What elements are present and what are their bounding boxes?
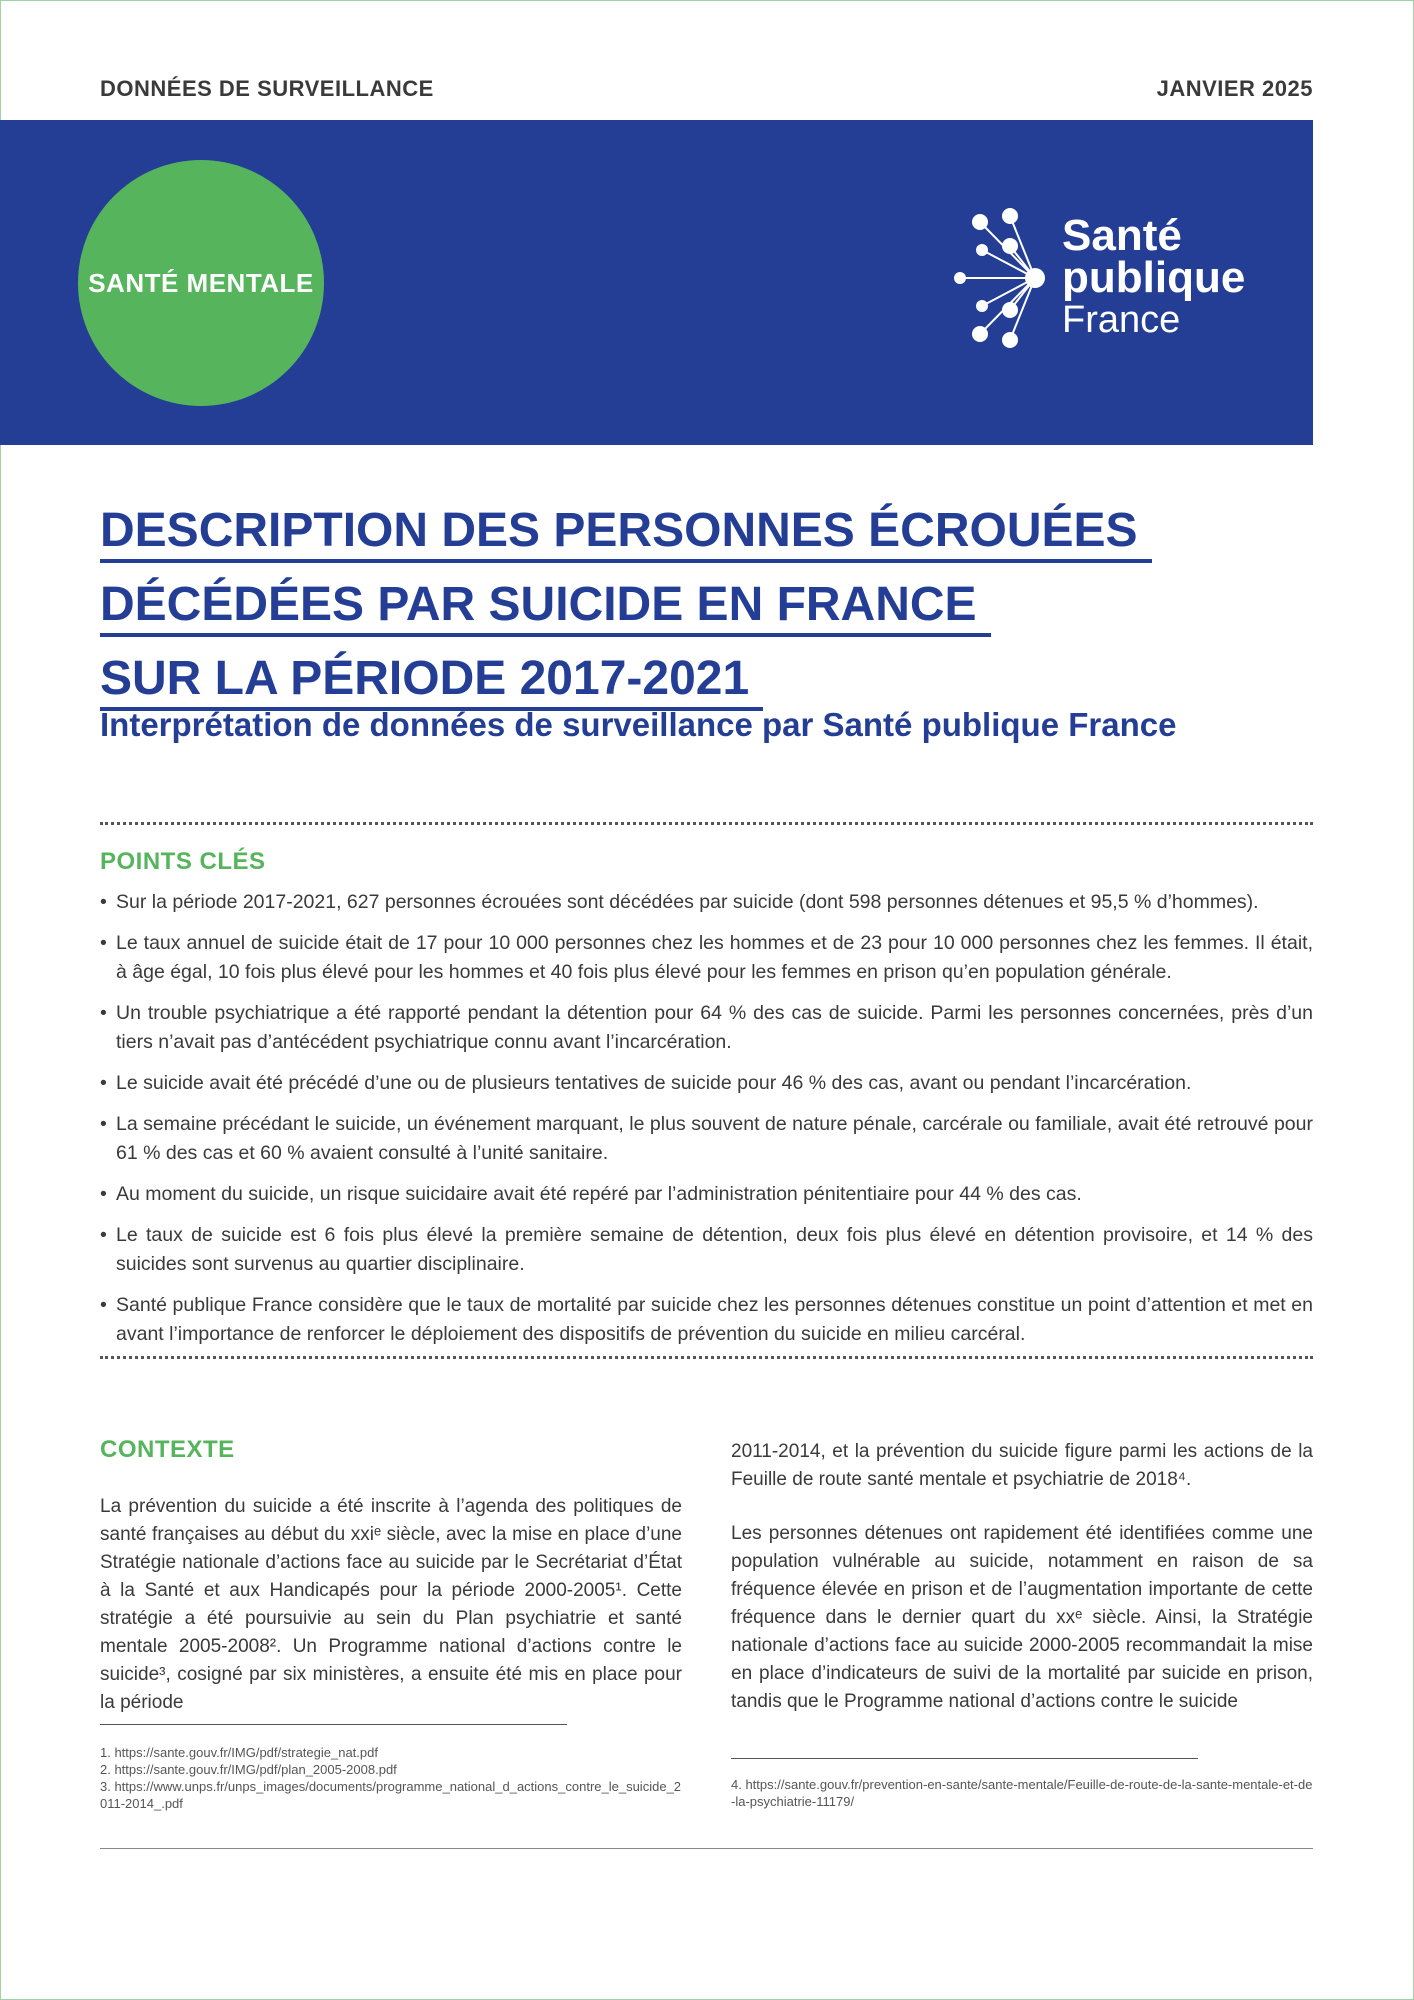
footnote-rule-right xyxy=(731,1758,1198,1759)
key-point-item: • Le suicide avait été précédé d’une ou de plusieurs tentatives de suicide pour 46 % des cas, avant ou pendant l’incarcération. xyxy=(100,1069,1313,1098)
title-line-2: DÉCÉDÉES PAR SUICIDE EN FRANCE xyxy=(100,577,991,637)
title-line-3: SUR LA PÉRIODE 2017-2021 xyxy=(100,651,763,711)
top-bar xyxy=(100,76,1313,102)
context-right-column xyxy=(731,1438,1313,1742)
key-point-item: • Un trouble psychiatrique a été rapporté pendant la détention pour 64 % des cas de suicide. Parmi les personnes concernées, près d’un tiers n’avait pas d’antécédent psychiatrique connu avant l’incarcération. xyxy=(100,999,1313,1057)
logo-line-1: Santé xyxy=(1062,211,1182,260)
dotted-divider-bottom xyxy=(100,1356,1313,1359)
footnote-link[interactable]: 4. https://sante.gouv.fr/prevention-en-sante/sante-mentale/Feuille-de-route-de-la-sante-mentale-et-de-la-psychiatrie-11179/ xyxy=(731,1777,1313,1809)
title-line-1: DESCRIPTION DES PERSONNES ÉCROUÉES xyxy=(100,503,1152,563)
key-points-list xyxy=(100,888,1313,1361)
logo-line-3: France xyxy=(1062,299,1181,341)
footnote-link[interactable]: 3. https://www.unps.fr/unps_images/documents/programme_national_d_actions_contre_le_suicide_2011-2014_.pdf xyxy=(100,1779,682,1811)
footnotes-right xyxy=(731,1776,1313,1810)
key-point-item: • Le taux annuel de suicide était de 17 pour 10 000 personnes chez les hommes et de 23 pour 10 000 personnes chez les femmes. Il était, à âge égal, 10 fois plus élevé pour les hommes et 40 fois plus élevé pour les femmes en prison qu’en population générale. xyxy=(100,929,1313,987)
logo-line-2: publique xyxy=(1062,253,1246,302)
key-point-item: • Le taux de suicide est 6 fois plus élevé la première semaine de détention, deux fois plus élevé en détention provisoire, et 14 % des suicides sont survenus au quartier disciplinaire. xyxy=(100,1221,1313,1279)
key-point-item: • Au moment du suicide, un risque suicidaire avait été repéré par l’administration pénitentiaire pour 44 % des cas. xyxy=(100,1180,1313,1209)
context-heading: CONTEXTE xyxy=(100,1436,235,1463)
context-left-column xyxy=(100,1493,682,1743)
theme-label: SANTÉ MENTALE xyxy=(88,267,314,298)
context-paragraph: La prévention du suicide a été inscrite à l’agenda des politiques de santé françaises au début du xxiᵉ siècle, avec la mise en place d’une Stratégie nationale d’actions face au suicide par le Secrétariat d’État à la Santé et aux Handicapés pour la période 2000-2005¹. Cette stratégie a été poursuivie au sein du Plan psychiatrie et santé mentale 2005-2008². Un Programme national d’actions contre le suicide³, cosigné par six ministères, a ensuite été mis en place pour la période xyxy=(100,1496,682,1713)
footer-rule xyxy=(100,1848,1313,1849)
footnotes-left xyxy=(100,1744,682,1812)
header-banner xyxy=(0,120,1313,445)
footnote-rule-left xyxy=(100,1724,567,1725)
network-dots-icon xyxy=(950,198,1050,358)
theme-badge xyxy=(78,160,324,406)
key-point-item: • La semaine précédant le suicide, un événement marquant, le plus souvent de nature pénale, carcérale ou familiale, avait été retrouvé pour 61 % des cas et 60 % avaient consulté à l’unité sanitaire. xyxy=(100,1110,1313,1168)
publication-date: JANVIER 2025 xyxy=(1156,76,1313,101)
key-point-item: • Sur la période 2017-2021, 627 personnes écrouées sont décédées par suicide (dont 598 personnes détenues et 95,5 % d’hommes). xyxy=(100,888,1313,917)
context-paragraph: Les personnes détenues ont rapidement été identifiées comme une population vulnérable au suicide, notamment en raison de sa fréquence élevée en prison et de l’augmentation importante de cette fréquence dans le dernier quart du xxᵉ siècle. Ainsi, la Stratégie nationale d’actions face au suicide 2000-2005 recommandait la mise en place d’indicateurs de suivi de la mortalité par suicide en prison, tandis que le Programme national d’actions contre le suicide xyxy=(731,1523,1313,1712)
footnote-link[interactable]: 1. https://sante.gouv.fr/IMG/pdf/strategie_nat.pdf xyxy=(100,1745,378,1760)
key-points-heading: POINTS CLÉS xyxy=(100,848,266,875)
footnote-link[interactable]: 2. https://sante.gouv.fr/IMG/pdf/plan_2005-2008.pdf xyxy=(100,1762,397,1777)
context-paragraph: 2011-2014, et la prévention du suicide figure parmi les actions de la Feuille de route santé mentale et psychiatrie de 2018⁴. xyxy=(731,1441,1313,1490)
document-subtitle: Interprétation de données de surveillance par Santé publique France xyxy=(100,706,1177,743)
document-title xyxy=(100,497,1200,719)
dotted-divider-top xyxy=(100,822,1313,825)
sante-publique-france-logo xyxy=(950,198,1250,358)
key-point-item: • Santé publique France considère que le taux de mortalité par suicide chez les personnes détenues constitue un point d’attention et met en avant l’importance de renforcer le déploiement des dispositifs de prévention du suicide en milieu carcéral. xyxy=(100,1291,1313,1349)
logo-wordmark xyxy=(1062,211,1246,341)
document-category: DONNÉES DE SURVEILLANCE xyxy=(100,76,434,101)
